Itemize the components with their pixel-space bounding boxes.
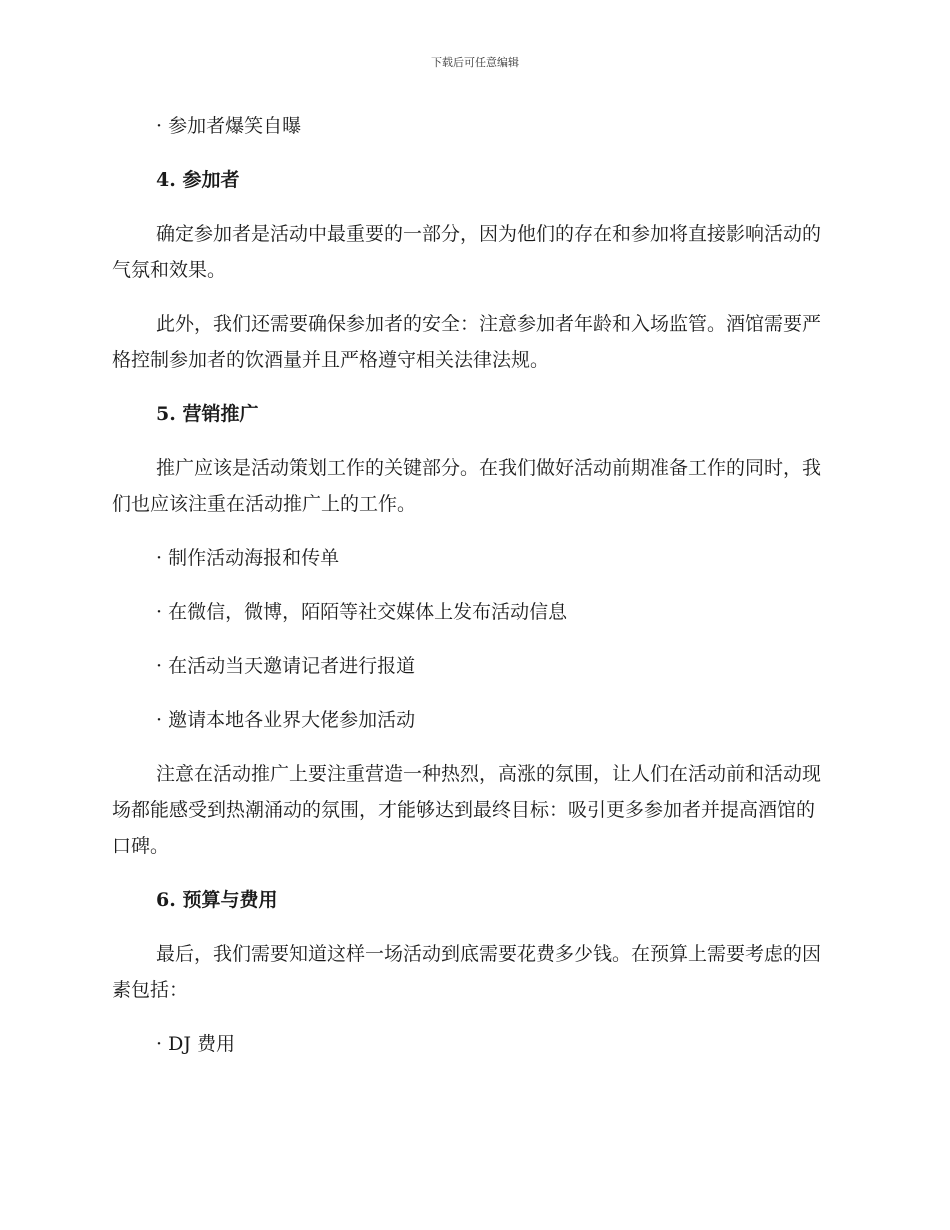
document-body (112, 108, 832, 1080)
paragraph: 确定参加者是活动中最重要的一部分，因为他们的存在和参加将直接影响活动的气氛和效果。 (112, 223, 822, 281)
paragraph: 最后，我们需要知道这样一场活动到底需要花费多少钱。在预算上需要考虑的因素包括： (112, 943, 822, 1001)
bullet-item: · DJ 费用 (156, 1033, 235, 1055)
page-header: 下载后可任意编辑 (431, 56, 519, 69)
paragraph: 此外，我们还需要确保参加者的安全：注意参加者年龄和入场监管。酒馆需要严格控制参加者的饮酒量并且严格遵守相关法律法规。 (112, 313, 822, 371)
section-heading: 4. 参加者 (156, 169, 240, 191)
section-heading: 5. 营销推广 (156, 403, 259, 425)
bullet-item: · 制作活动海报和传单 (156, 547, 340, 569)
bullet-item: · 参加者爆笑自曝 (156, 115, 302, 137)
bullet-item: · 在微信，微博，陌陌等社交媒体上发布活动信息 (156, 601, 568, 623)
paragraph: 推广应该是活动策划工作的关键部分。在我们做好活动前期准备工作的同时，我们也应该注重在活动推广上的工作。 (112, 457, 822, 515)
bullet-item: · 在活动当天邀请记者进行报道 (156, 655, 416, 677)
bullet-item: · 邀请本地各业界大佬参加活动 (156, 709, 416, 731)
section-heading: 6. 预算与费用 (156, 889, 278, 911)
paragraph: 注意在活动推广上要注重营造一种热烈，高涨的氛围，让人们在活动前和活动现场都能感受到热潮涌动的氛围，才能够达到最终目标：吸引更多参加者并提高酒馆的口碑。 (112, 763, 822, 857)
